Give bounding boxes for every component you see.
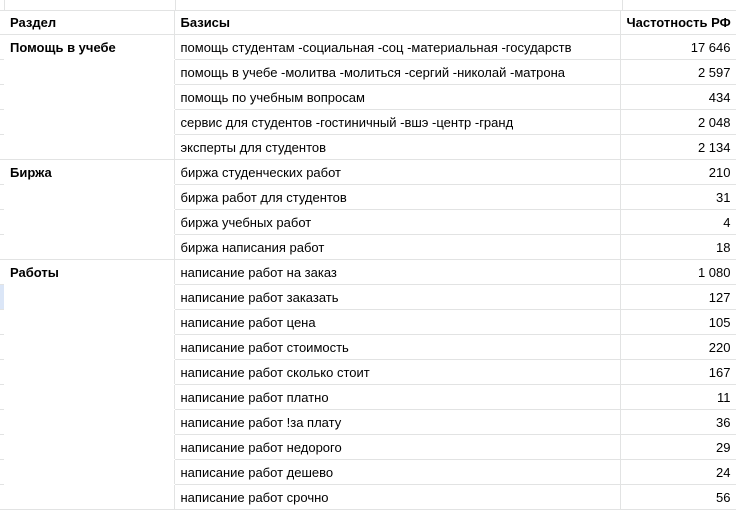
header-cell-basis[interactable]: Базисы bbox=[174, 10, 620, 35]
basis-cell[interactable]: написание работ !за плату bbox=[174, 410, 620, 435]
table-row bbox=[0, 260, 736, 285]
table-row bbox=[0, 185, 736, 210]
section-cell[interactable] bbox=[4, 85, 174, 110]
frequency-cell[interactable]: 2 597 bbox=[620, 60, 736, 85]
section-cell[interactable] bbox=[4, 335, 174, 360]
table-row bbox=[0, 210, 736, 235]
frequency-cell[interactable]: 56 bbox=[620, 485, 736, 510]
section-cell[interactable] bbox=[4, 360, 174, 385]
basis-cell[interactable]: биржа учебных работ bbox=[174, 210, 620, 235]
section-cell[interactable] bbox=[4, 410, 174, 435]
basis-cell[interactable]: написание работ дешево bbox=[174, 460, 620, 485]
section-cell[interactable]: Работы bbox=[4, 260, 174, 285]
column-separator bbox=[4, 0, 5, 10]
section-cell[interactable] bbox=[4, 60, 174, 85]
table-row bbox=[0, 285, 736, 310]
table-row bbox=[0, 35, 736, 60]
column-separator bbox=[175, 0, 176, 10]
header-row bbox=[0, 10, 736, 35]
data-grid bbox=[0, 10, 736, 510]
frequency-cell[interactable]: 434 bbox=[620, 85, 736, 110]
table-row bbox=[0, 310, 736, 335]
basis-cell[interactable]: помощь по учебным вопросам bbox=[174, 85, 620, 110]
section-cell[interactable] bbox=[4, 235, 174, 260]
section-cell[interactable]: Биржа bbox=[4, 160, 174, 185]
basis-cell[interactable]: написание работ платно bbox=[174, 385, 620, 410]
table-row bbox=[0, 60, 736, 85]
basis-cell[interactable]: написание работ недорого bbox=[174, 435, 620, 460]
table-row bbox=[0, 460, 736, 485]
basis-cell[interactable]: написание работ цена bbox=[174, 310, 620, 335]
table-row bbox=[0, 135, 736, 160]
frequency-cell[interactable]: 18 bbox=[620, 235, 736, 260]
basis-cell[interactable]: написание работ на заказ bbox=[174, 260, 620, 285]
table-row bbox=[0, 385, 736, 410]
section-cell[interactable] bbox=[4, 185, 174, 210]
section-cell[interactable]: Помощь в учебе bbox=[4, 35, 174, 60]
frequency-cell[interactable]: 17 646 bbox=[620, 35, 736, 60]
frequency-cell[interactable]: 31 bbox=[620, 185, 736, 210]
table-row bbox=[0, 85, 736, 110]
section-cell[interactable] bbox=[4, 210, 174, 235]
basis-cell[interactable]: биржа написания работ bbox=[174, 235, 620, 260]
section-cell[interactable] bbox=[4, 485, 174, 510]
section-cell[interactable] bbox=[4, 460, 174, 485]
frequency-cell[interactable]: 4 bbox=[620, 210, 736, 235]
section-cell[interactable] bbox=[4, 310, 174, 335]
header-cell-section[interactable]: Раздел bbox=[4, 10, 174, 35]
frequency-cell[interactable]: 167 bbox=[620, 360, 736, 385]
section-cell[interactable] bbox=[4, 385, 174, 410]
frequency-cell[interactable]: 1 080 bbox=[620, 260, 736, 285]
column-separator bbox=[622, 0, 623, 10]
frequency-cell[interactable]: 36 bbox=[620, 410, 736, 435]
frequency-cell[interactable]: 24 bbox=[620, 460, 736, 485]
table-row bbox=[0, 360, 736, 385]
frequency-cell[interactable]: 11 bbox=[620, 385, 736, 410]
section-cell[interactable] bbox=[4, 435, 174, 460]
basis-cell[interactable]: помощь в учебе -молитва -молиться -сергий -николай -матрона bbox=[174, 60, 620, 85]
table-row bbox=[0, 485, 736, 510]
frequency-cell[interactable]: 220 bbox=[620, 335, 736, 360]
basis-cell[interactable]: биржа студенческих работ bbox=[174, 160, 620, 185]
section-cell[interactable] bbox=[4, 110, 174, 135]
section-cell[interactable] bbox=[4, 285, 174, 310]
frequency-cell[interactable]: 105 bbox=[620, 310, 736, 335]
basis-cell[interactable]: эксперты для студентов bbox=[174, 135, 620, 160]
table-row bbox=[0, 435, 736, 460]
frequency-cell[interactable]: 2 048 bbox=[620, 110, 736, 135]
table-row bbox=[0, 110, 736, 135]
header-cell-frequency[interactable]: Частотность РФ bbox=[620, 10, 736, 35]
frequency-cell[interactable]: 127 bbox=[620, 285, 736, 310]
basis-cell[interactable]: написание работ стоимость bbox=[174, 335, 620, 360]
basis-cell[interactable]: написание работ сколько стоит bbox=[174, 360, 620, 385]
frequency-cell[interactable]: 210 bbox=[620, 160, 736, 185]
frequency-cell[interactable]: 29 bbox=[620, 435, 736, 460]
grid-body bbox=[0, 35, 736, 510]
table-row bbox=[0, 410, 736, 435]
basis-cell[interactable]: написание работ срочно bbox=[174, 485, 620, 510]
table-row bbox=[0, 160, 736, 185]
basis-cell[interactable]: сервис для студентов -гостиничный -вшэ -центр -гранд bbox=[174, 110, 620, 135]
basis-cell[interactable]: биржа работ для студентов bbox=[174, 185, 620, 210]
section-cell[interactable] bbox=[4, 135, 174, 160]
frequency-cell[interactable]: 2 134 bbox=[620, 135, 736, 160]
basis-cell[interactable]: написание работ заказать bbox=[174, 285, 620, 310]
table-row bbox=[0, 335, 736, 360]
basis-cell[interactable]: помощь студентам -социальная -соц -материальная -государств bbox=[174, 35, 620, 60]
table-row bbox=[0, 235, 736, 260]
